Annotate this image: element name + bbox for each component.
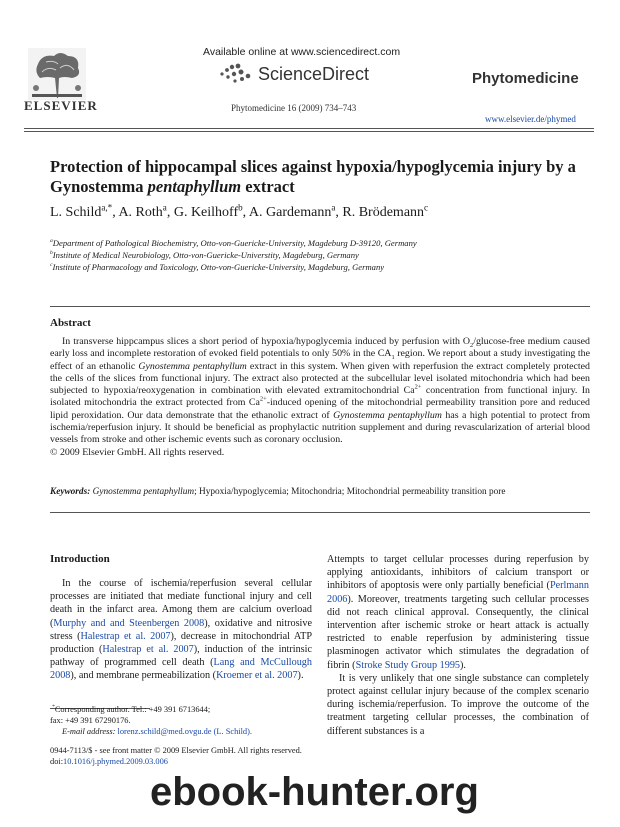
reference-link[interactable]: Halestrap et al. 2007: [80, 630, 171, 642]
journal-citation: Phytomedicine 16 (2009) 734–743: [231, 103, 357, 113]
sciencedirect-wordmark: ScienceDirect: [258, 64, 370, 84]
abstract-body: In transverse hippcampus slices a short period of hypoxia/hypoglycemia induced by perfusion with $O_2/glucose$-free medium caused early loss and incomplete restoration of evoked field potentials to only 50% in the $CA_1$ region. We report about a study investigating the effect of an ethanolic Gynostemma pentaphyllum extract in this system. When given with reperfusion the extract completely protected the cells of the slices from functional injury. The extract also protected at the subcellular level isolated mitochondria which had been subjected to hypoxia/reoxygenation in combination with elevated extramitochondrial $Ca^{2+}$ concentration from functional injury. In isolated mitochondria the extract protected from $Ca^{2+}$-induced opening of the mitochondrial permeability transition pore and reduced lipid peroxidation. Our data demonstrate that the ethanolic extract of Gynostemma pentaphyllum has a high potential to protect from ischemia/reperfusion injury. It should be beneficial as prophylactic nutrition supplement and during revascularization of arterial blood vessels from stroke and other ischemic events such as coronary occlusion. © 2009 Elsevier GmbH. All rights reserved.: [50, 336, 591, 458]
footnote-corresponding: *Corresponding author. Tel.: +49 391 6713644;: [52, 704, 211, 714]
footnote-email: E-mail address: lorenz.schild@med.ovgu.de (L. Schild).: [62, 727, 253, 736]
doi-link[interactable]: 10.1016/j.phymed.2009.03.006: [63, 757, 168, 766]
affiliation: $^a$Department of Pathological Biochemistry, Otto-von-Guericke-University, Magdeburg D-39120, Germany: [50, 238, 417, 248]
publisher-name: ELSEVIER: [24, 98, 98, 113]
article-title: Protection of hippocampal slices against hypoxia/hypoglycemia injury by a Gynostemma pentaphyllum extract: [50, 157, 576, 196]
abstract-rule-bottom: [50, 512, 590, 513]
affiliation: $^c$Institute of Pharmacology and Toxicology, Otto-von-Guericke-University, Magdeburg, Germany: [50, 262, 385, 272]
available-online: Available online at www.sciencedirect.com: [203, 46, 401, 58]
reference-link[interactable]: Halestrap et al. 2007: [102, 644, 194, 656]
issn-line: 0944-7113/$ - see front matter © 2009 Elsevier GmbH. All rights reserved.: [50, 746, 302, 755]
sciencedirect-dots-icon: [218, 62, 254, 84]
reference-link[interactable]: Lang and McCullough 2008: [50, 657, 312, 682]
header-rule-bottom: [24, 131, 594, 132]
email-link[interactable]: lorenz.schild@med.ovgu.de (L. Schild).: [117, 727, 253, 736]
reference-link[interactable]: Perlmann 2006: [327, 580, 589, 605]
journal-url-link[interactable]: www.elsevier.de/phymed: [485, 114, 576, 124]
author: R. Brödemann: [342, 205, 425, 220]
author: G. Keilhoff: [173, 205, 239, 220]
reference-link[interactable]: Kroemer et al. 2007: [216, 670, 298, 682]
journal-name: Phytomedicine: [472, 70, 579, 87]
intro-left-column: In the course of ischemia/reperfusion several cellular processes are initiated that mediate functional injury and cell death in the infarct area. Among them are calcium overload (Murphy and and Steenbergen 2008), oxidative and nitrosive stress (Halestrap et al. 2007), decrease in mitochondrial ATP production (Halestrap et al. 2007), induction of the intrinsic pathway of programmed cell death (Lang and McCullough 2008), and membrane permeabilization (Kroemer et al. 2007).: [50, 578, 312, 682]
intro-heading: Introduction: [50, 553, 110, 565]
affiliation: $^b$Institute of Medical Neurobiology, Otto-von-Guericke-Universtity, Magdeburg, Germany: [50, 250, 359, 260]
keywords: Keywords: Gynostemma pentaphyllum; Hypoxia/hypoglycemia; Mitochondria; Mitochondrial permeability transition pore: [50, 487, 506, 497]
author-list: L. Schild$^{a,*}$, A. Roth$^a$, G. Keilhoff$^b$, A. Gardemann$^a$, R. Brödemann$^c$: [50, 202, 429, 220]
watermark: ebook-hunter.org: [150, 770, 479, 814]
author: A. Gardemann: [248, 205, 332, 220]
copyright: © 2009 Elsevier GmbH. All rights reserved.: [50, 446, 225, 458]
header-rule-top: [24, 128, 594, 129]
abstract-heading: Abstract: [50, 317, 91, 329]
author: L. Schild: [50, 205, 102, 220]
author: A. Roth: [118, 205, 163, 220]
reference-link[interactable]: Murphy and and Steenbergen 2008: [53, 617, 205, 629]
doi-line: doi:10.1016/j.phymed.2009.03.006: [50, 757, 168, 766]
reference-link[interactable]: Stroke Study Group 1995: [355, 659, 460, 671]
elsevier-tree-logo: [28, 48, 86, 100]
intro-right-column: Attempts to target cellular processes during reperfusion by applying antioxidants, inhibitors of calcium transport or inhibitors of apoptosis were only partially beneficial (Perlmann 2006). Moreover, treatments targeting such cellular processes did not reach clinical approval. Consequently, the clinical intervention after ischemic stroke or heart attack is actually restricted to enable reperfusion by administering tissue plasminogen activator which stimulates the degradation of fibrin (Stroke Study Group 1995). It is very unlikely that one single substance can completely protect against cellular injury because of the complex scenario during ischemia/reperfusion. To improve the outcome of the treatment targeting cellular processes, the combination of different substances is a: [327, 554, 589, 737]
abstract-rule-top: [50, 306, 590, 307]
footnote-fax: fax: +49 391 67290176.: [50, 716, 131, 725]
